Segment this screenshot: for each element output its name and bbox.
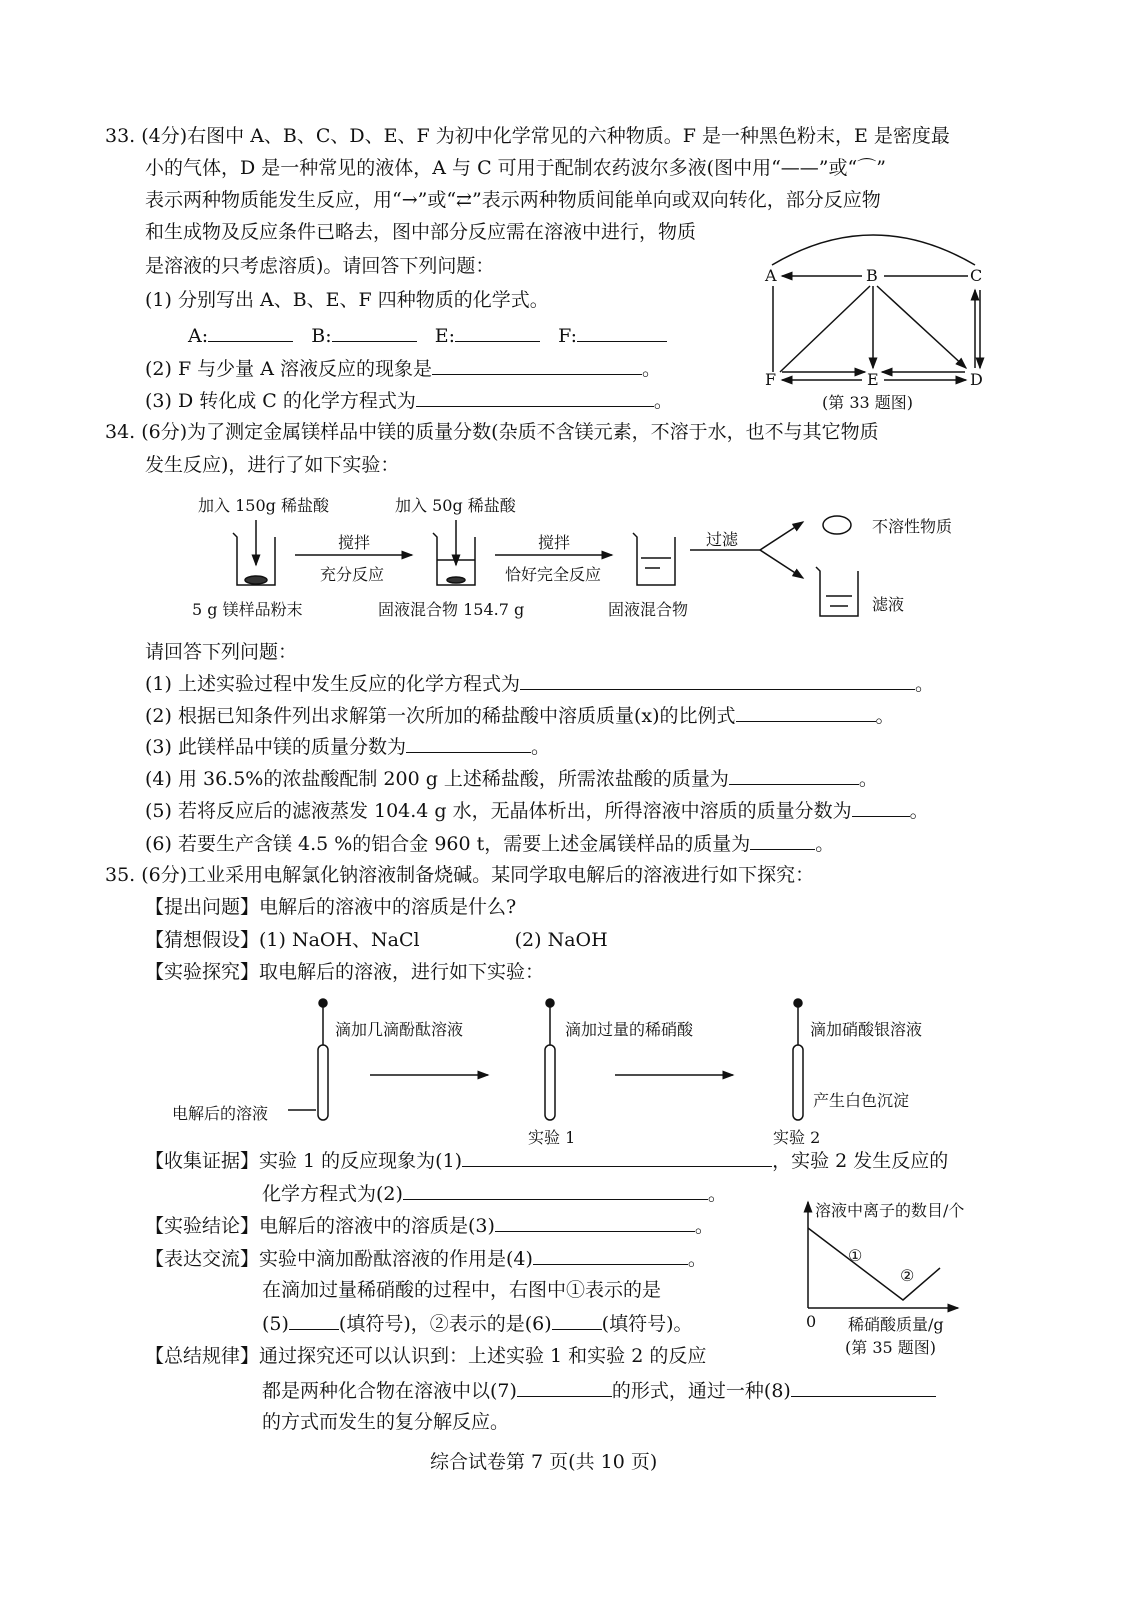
- period: 。: [875, 705, 895, 727]
- period: 。: [914, 673, 934, 695]
- graph-mark-2: ②: [900, 1266, 915, 1285]
- q35-conclusion: [145, 1211, 714, 1240]
- period: 。: [858, 768, 878, 790]
- period: 。: [694, 1215, 714, 1237]
- q34-part6: [145, 829, 834, 858]
- q-text: 【收集证据】实验 1 的反应现象为(1): [145, 1150, 463, 1172]
- answer-blank[interactable]: [495, 1211, 695, 1232]
- add-acid-150: 加入 150g 稀盐酸: [198, 496, 329, 515]
- q35-evidence: [145, 1146, 948, 1175]
- q-text: (5): [262, 1313, 289, 1335]
- q-text: 【表达交流】实验中滴加酚酞溶液的作用是(4): [145, 1248, 533, 1270]
- drop-silver-nitrate: 滴加硝酸银溶液: [810, 1020, 923, 1039]
- q34-ask: 请回答下列问题：: [145, 641, 298, 663]
- node-f: F: [765, 370, 777, 389]
- q-text: ，实验 2 发生反应的: [772, 1150, 949, 1172]
- answer-blank[interactable]: [406, 732, 531, 753]
- period: 。: [653, 390, 673, 412]
- q33-formula-row: [188, 321, 667, 350]
- experiment-1-label: 实验 1: [528, 1128, 576, 1147]
- q35-caption: (第 35 题图): [845, 1338, 937, 1357]
- filter-label: 过滤: [706, 530, 739, 549]
- answer-blank[interactable]: [462, 1146, 772, 1167]
- q33-line2: 小的气体，D 是一种常见的液体，A 与 C 可用于配制农药波尔多液(图中用“——”或“⌒”: [145, 157, 886, 179]
- period: 。: [909, 800, 929, 822]
- q35-summary-2: [262, 1376, 936, 1405]
- q-text: (2) F 与少量 A 溶液反应的现象是: [145, 358, 432, 380]
- answer-blank[interactable]: [552, 1309, 602, 1330]
- node-d: D: [970, 370, 983, 389]
- react-label-2: 恰好完全反应: [505, 565, 602, 584]
- graph-mark-1: ①: [848, 1246, 863, 1265]
- answer-blank[interactable]: [520, 669, 915, 690]
- q-text: (3) D 转化成 C 的化学方程式为: [145, 390, 416, 412]
- q35-experiment: 【实验探究】取电解后的溶液，进行如下实验：: [145, 961, 545, 983]
- drop-nitric-acid: 滴加过量的稀硝酸: [565, 1020, 694, 1039]
- answer-blank[interactable]: [729, 764, 859, 785]
- q34-part4: [145, 764, 878, 793]
- label-a: A:: [188, 325, 209, 347]
- period: 。: [707, 1183, 727, 1205]
- q34-line2: 发生反应)，进行了如下实验：: [145, 454, 400, 476]
- q-text: (2) 根据已知条件列出求解第一次所加的稀盐酸中溶质质量(x)的比例式: [145, 705, 736, 727]
- hypothesis-1: 【猜想假设】(1) NaOH、NaCl: [145, 929, 420, 951]
- q33-part2: [145, 354, 661, 383]
- answer-blank[interactable]: [416, 386, 654, 407]
- answer-blank[interactable]: [791, 1376, 936, 1397]
- q33-caption: (第 33 题图): [822, 393, 914, 412]
- node-b: B: [866, 266, 878, 285]
- graph-origin: 0: [806, 1312, 817, 1331]
- node-a: A: [765, 266, 777, 285]
- period: 。: [815, 833, 835, 855]
- node-c: C: [970, 266, 983, 285]
- q35-summary-3: 的方式而发生的复分解反应。: [262, 1411, 510, 1433]
- graph-ylabel: 溶液中离子的数目/个: [815, 1201, 965, 1220]
- drop-phenolphthalein: 滴加几滴酚酞溶液: [335, 1020, 464, 1039]
- stir-label: 搅拌: [338, 533, 371, 552]
- q-text: (6) 若要生产含镁 4.5 %的铝合金 960 t，需要上述金属镁样品的质量为: [145, 833, 751, 855]
- q35-line-c5: 在滴加过量稀硝酸的过程中，右图中①表示的是: [262, 1279, 662, 1301]
- answer-e[interactable]: [455, 321, 540, 342]
- experiment-2-label: 实验 2: [773, 1128, 821, 1147]
- solution-label: 电解后的溶液: [172, 1104, 269, 1123]
- answer-blank[interactable]: [852, 796, 910, 817]
- answer-blank[interactable]: [432, 354, 642, 375]
- mixture-label-1: 固液混合物 154.7 g: [378, 600, 525, 619]
- period: 。: [530, 736, 550, 758]
- q35-symbols: [262, 1309, 693, 1338]
- q34-line1: 34. (6分)为了测定金属镁样品中镁的质量分数(杂质不含镁元素，不溶于水，也不与其它物质: [105, 421, 879, 443]
- white-precipitate-label: 产生白色沉淀: [813, 1091, 910, 1110]
- label-f: F:: [558, 325, 578, 347]
- hypothesis-2: (2) NaOH: [514, 929, 608, 951]
- page-footer: 综合试卷第 7 页(共 10 页): [430, 1451, 658, 1473]
- q33-diagram: [772, 235, 983, 380]
- mixture-label-2: 固液混合物: [608, 600, 689, 619]
- q35-summary: 【总结规律】通过探究还可以认识到：上述实验 1 和实验 2 的反应: [145, 1345, 707, 1367]
- add-acid-50: 加入 50g 稀盐酸: [395, 496, 516, 515]
- q34-part3: [145, 732, 550, 761]
- label-b: B:: [311, 325, 332, 347]
- period: 。: [641, 358, 661, 380]
- insoluble-label: 不溶性物质: [872, 517, 953, 536]
- q-text: 【实验结论】电解后的溶液中的溶质是(3): [145, 1215, 495, 1237]
- q35-question: 【提出问题】电解后的溶液中的溶质是什么?: [145, 896, 517, 918]
- q33-line1: 33. (4分)右图中 A、B、C、D、E、F 为初中化学常见的六种物质。F 是一种黑色粉末，E 是密度最: [105, 125, 950, 147]
- q-text: 的形式，通过一种(8): [611, 1380, 791, 1402]
- q-text: (5) 若将反应后的滤液蒸发 104.4 g 水，无晶体析出，所得溶液中溶质的质量分数为: [145, 800, 852, 822]
- label-e: E:: [434, 325, 456, 347]
- q33-line5: 是溶液的只考虑溶质)。请回答下列问题：: [145, 255, 495, 277]
- node-e: E: [867, 370, 879, 389]
- q-text: (3) 此镁样品中镁的质量分数为: [145, 736, 406, 758]
- q34-part2: [145, 701, 895, 730]
- answer-blank[interactable]: [750, 829, 815, 850]
- answer-a[interactable]: [208, 321, 293, 342]
- q35-exchange: [145, 1244, 707, 1273]
- q-text: (填符号)。: [601, 1313, 693, 1335]
- q33-line3: 表示两种物质能发生反应，用“→”或“⇄”表示两种物质间能单向或双向转化，部分反应物: [145, 189, 881, 211]
- answer-f[interactable]: [577, 321, 667, 342]
- q35-equation: [262, 1179, 727, 1208]
- q33-line4: 和生成物及反应条件已略去，图中部分反应需在溶液中进行，物质: [145, 221, 697, 243]
- q34-part5: [145, 796, 929, 825]
- q35-hypothesis: [145, 926, 608, 954]
- q33-part3: [145, 386, 673, 415]
- q-text: (填符号)，②表示的是(6): [338, 1313, 552, 1335]
- answer-blank[interactable]: [736, 701, 876, 722]
- filtrate-label: 滤液: [872, 595, 905, 614]
- stir-label: 搅拌: [538, 533, 571, 552]
- answer-b[interactable]: [332, 321, 417, 342]
- period: 。: [687, 1248, 707, 1270]
- graph-xlabel: 稀硝酸质量/g: [848, 1315, 944, 1334]
- q34-part1: [145, 669, 934, 698]
- react-label-1: 充分反应: [320, 565, 385, 584]
- answer-blank[interactable]: [517, 1376, 612, 1397]
- q-text: 都是两种化合物在溶液中以(7): [262, 1380, 517, 1402]
- q35-line1: 35. (6分)工业采用电解氯化钠溶液制备烧碱。某同学取电解后的溶液进行如下探究：: [105, 864, 815, 886]
- q-text: 化学方程式为(2): [262, 1183, 403, 1205]
- answer-blank[interactable]: [289, 1309, 339, 1330]
- answer-blank[interactable]: [533, 1244, 688, 1265]
- q33-part1: (1) 分别写出 A、B、E、F 四种物质的化学式。: [145, 289, 549, 311]
- sample-label: 5 g 镁样品粉末: [192, 600, 303, 619]
- q-text: (4) 用 36.5%的浓盐酸配制 200 g 上述稀盐酸，所需浓盐酸的质量为: [145, 768, 729, 790]
- q-text: (1) 上述实验过程中发生反应的化学方程式为: [145, 673, 520, 695]
- answer-blank[interactable]: [403, 1179, 708, 1200]
